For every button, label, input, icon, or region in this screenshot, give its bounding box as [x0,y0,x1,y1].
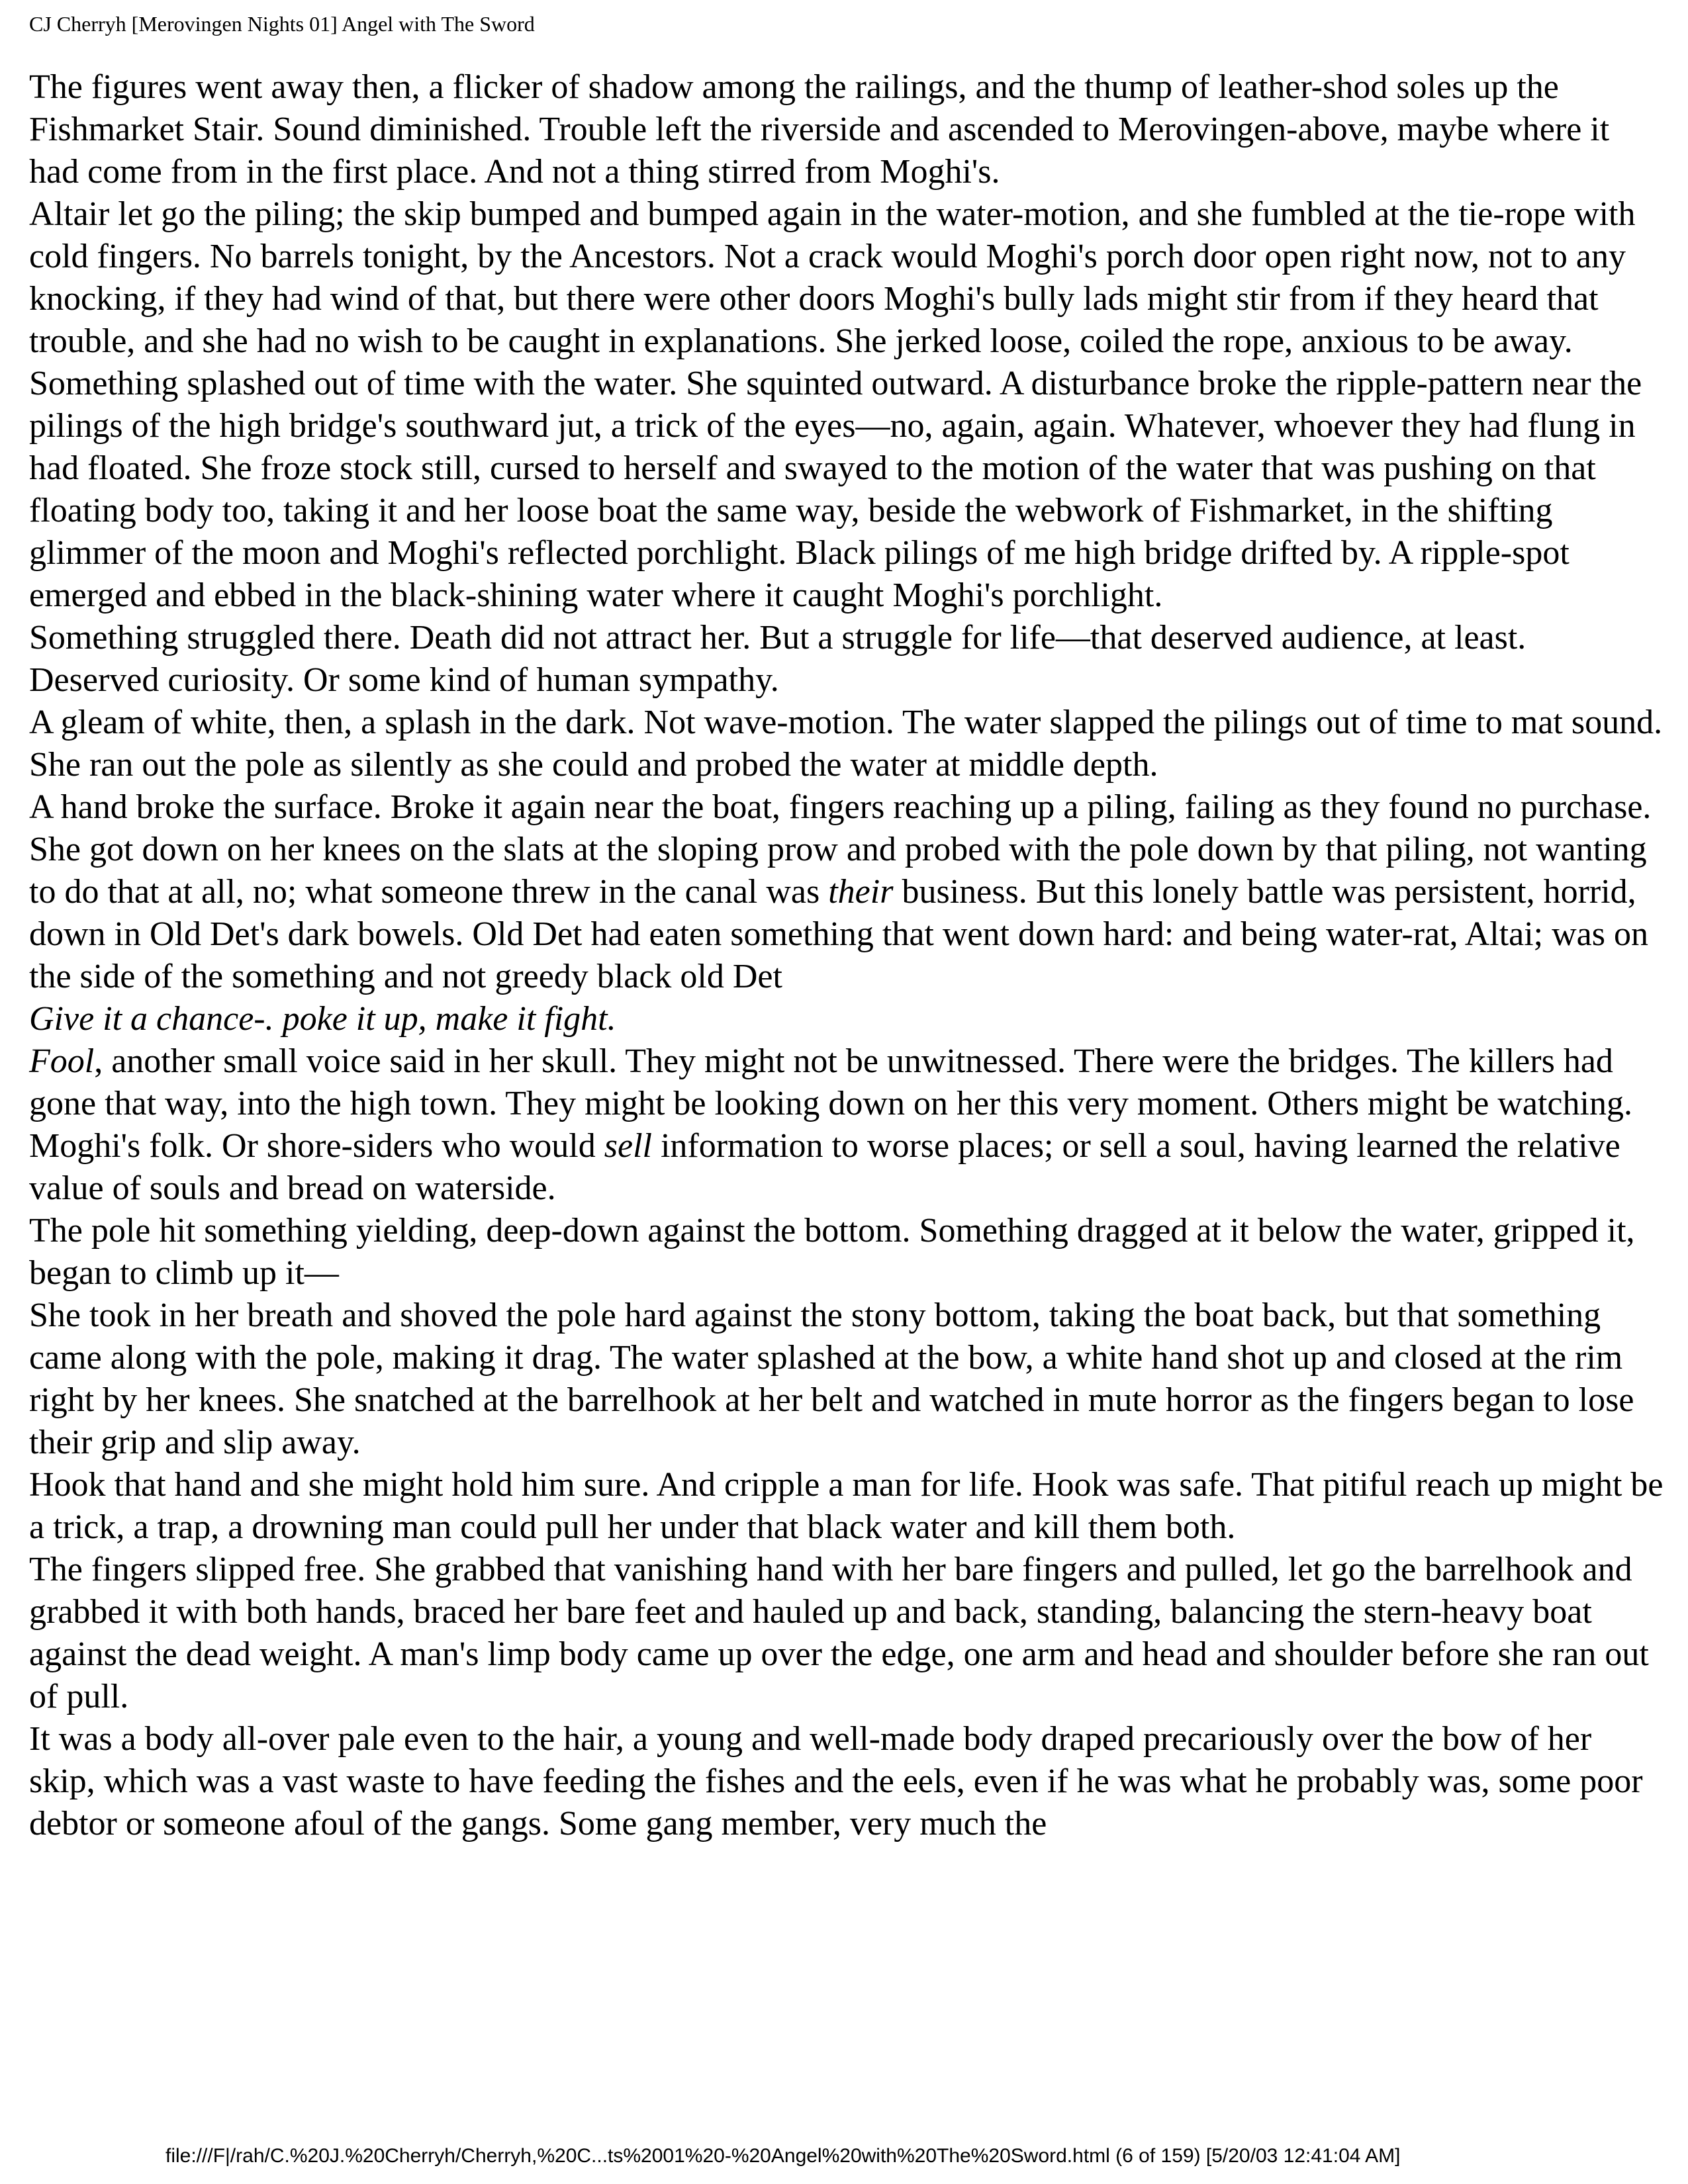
emphasized-word: sell [604,1127,652,1165]
paragraph: She took in her breath and shoved the pole hard against the stony bottom, taking the boat back, but that something came along with the pole, making it drag. The water splashed at the bow, a white hand shot up and closed at the rim right by her knees. She snatched at the barrelhook at her belt and watched in mute horror as the fingers began to lose their grip and slip away. [29,1297,1634,1461]
paragraph: It was a body all-over pale even to the hair, a young and well-made body draped precariously over the bow of her skip, which was a vast waste to have feeding the fishes and the eels, even if he was what he probably was, some poor debtor or someone afoul of the gangs. Some gang member, very much the [29,1720,1643,1843]
italic-thought: Give it a chance-. poke it up, make it fight. [29,1000,616,1038]
paragraph: The fingers slipped free. She grabbed that vanishing hand with her bare fingers and pulled, let go the barrelhook and grabbed it with both hands, braced her bare feet and hauled up and back, standing, balancing the stern-heavy boat against the dead weight. A man's limp body came up over the edge, one arm and head and shoulder before she ran out of pull. [29,1551,1649,1715]
paragraph: A gleam of white, then, a splash in the dark. Not wave-motion. The water slapped the pilings out of time to mat sound. She ran out the pole as silently as she could and probed the water at middle depth. [29,704,1663,784]
emphasized-word: Fool [29,1042,95,1080]
paragraph-text: information to worse places; or sell a soul, having learned the relative value of souls and bread on waterside. [29,1127,1620,1207]
paragraph-text: business. But this lonely battle was persistent, horrid, down in Old Det's dark bowels. Old Det had eaten something that went down hard: and being water-rat, Altai; was on the side of the something and not greedy black old Det [29,873,1648,995]
paragraph [29,829,1664,998]
paragraph: Something struggled there. Death did not attract her. But a struggle for life—that deserved audience, at least. Deserved curiosity. Or some kind of human sympathy. [29,619,1526,699]
paragraph: Something splashed out of time with the water. She squinted outward. A disturbance broke the ripple-pattern near the pilings of the high bridge's southward jut, a trick of the eyes—no, again, again. Whatever, whoever they had flung in had floated. She froze stock still, cursed to herself and swayed to the motion of the water that was pushing on that floating body too, taking it and her loose boat the same way, beside the webwork of Fishmarket, in the shifting glimmer of the moon and Moghi's reflected porchlight. Black pilings of me high bridge drifted by. A ripple-spot emerged and ebbed in the black-shining water where it caught Moghi's porchlight. [29,365,1642,614]
paragraph-text: She got down on her knees on the slats at the sloping prow and probed with the pole down by that piling, not wanting to do that at all, no; what someone threw in the canal was [29,831,1647,911]
paragraph: Altair let go the piling; the skip bumped and bumped again in the water-motion, and she fumbled at the tie-rope with cold fingers. No barrels tonight, by the Ancestors. Not a crack would Moghi's porch door open right now, not to any knocking, if they had wind of that, but there were other doors Moghi's bully lads might stir from if they heard that trouble, and she had no wish to be caught in explanations. She jerked loose, coiled the rope, anxious to be away. [29,195,1636,360]
paragraph [29,1040,1664,1210]
paragraph [29,998,1664,1040]
emphasized-word: their [828,873,894,911]
paragraph-text: , another small voice said in her skull. They might not be unwitnessed. There were the bridges. The killers had gone that way, into the high town. They might be looking down on her this very moment. Others might be watching. Moghi's folk. Or shore-siders who would [29,1042,1632,1165]
page-footer-path: file:///F|/rah/C.%20J.%20Cherryh/Cherryh,%20C...ts%2001%20-%20Angel%20with%20The%20Sword.html (6 of 159) [5/20/03 12:41:04 AM] [165,2145,1401,2167]
page-header-title: CJ Cherryh [Merovingen Nights 01] Angel with The Sword [29,12,535,36]
paragraph: A hand broke the surface. Broke it again near the boat, fingers reaching up a piling, failing as they found no purchase. [29,788,1652,826]
paragraph: The pole hit something yielding, deep-down against the bottom. Something dragged at it below the water, gripped it, began to climb up it— [29,1212,1635,1292]
paragraph: Hook that hand and she might hold him sure. And cripple a man for life. Hook was safe. That pitiful reach up might be a trick, a trap, a drowning man could pull her under that black water and kill them both. [29,1466,1664,1546]
paragraph: The figures went away then, a flicker of shadow among the railings, and the thump of leather-shod soles up the Fishmarket Stair. Sound diminished. Trouble left the riverside and ascended to Merovingen-above, maybe where it had come from in the first place. And not a thing stirred from Moghi's. [29,68,1610,191]
document-body [29,66,1664,1845]
